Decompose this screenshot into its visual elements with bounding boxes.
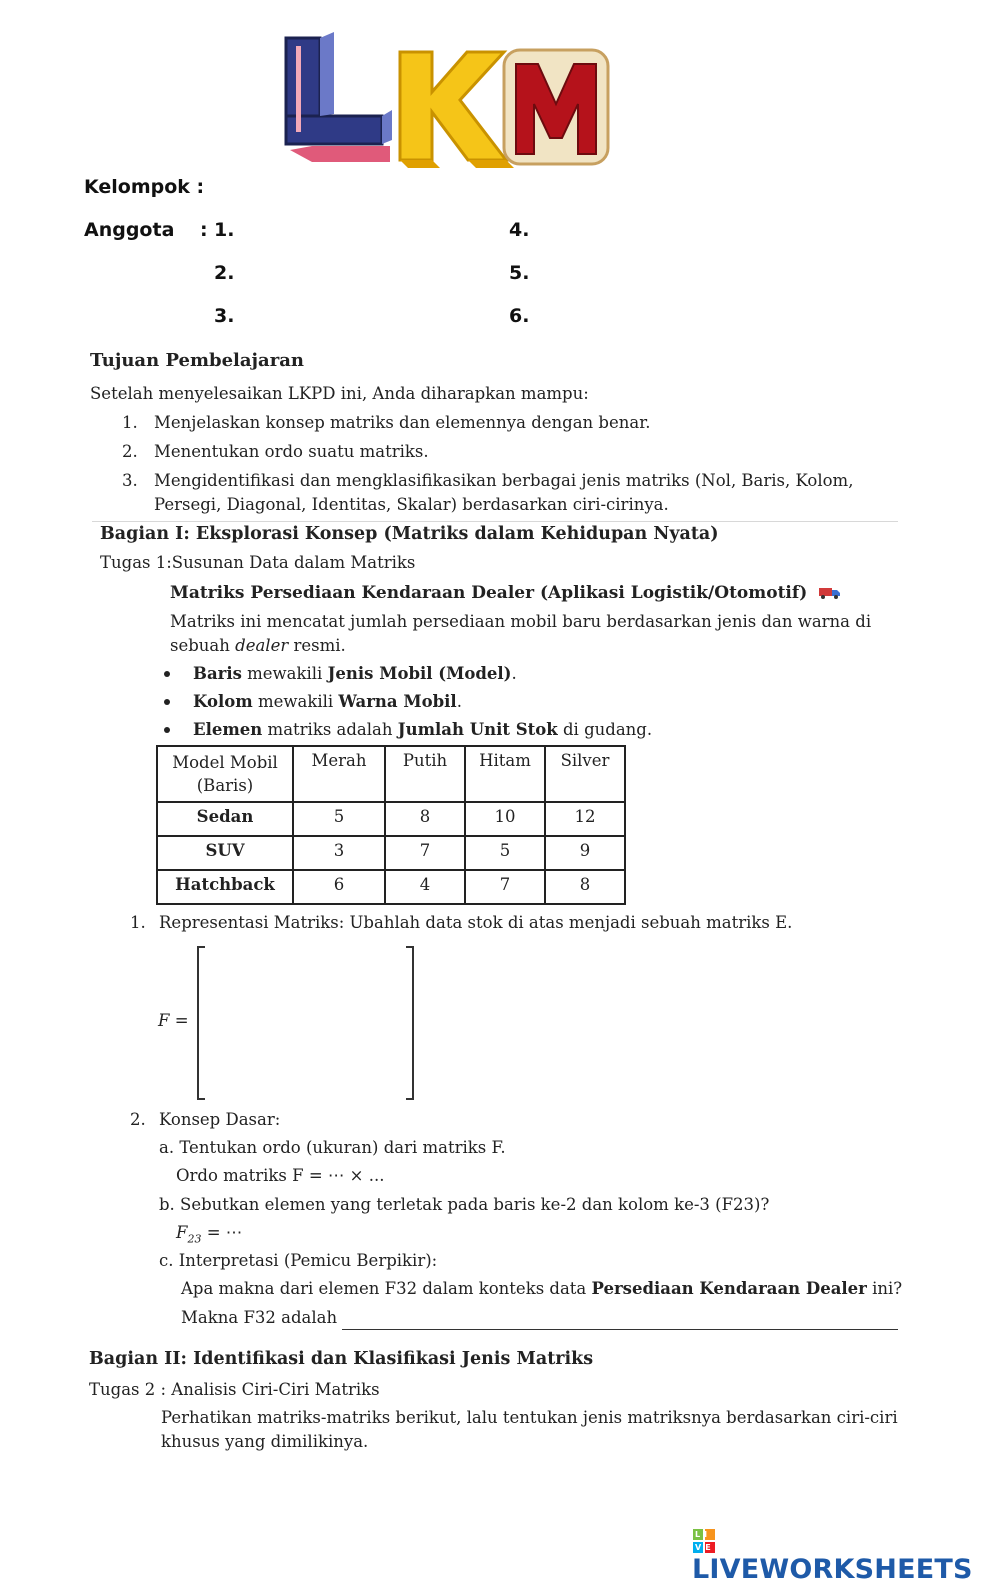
bullet-bold2: Jumlah Unit Stok bbox=[397, 720, 558, 739]
q1-text: Representasi Matriks: Ubahlah data stok di atas menjadi sebuah matriks E. bbox=[159, 913, 793, 932]
liveworksheets-icon bbox=[692, 1528, 716, 1554]
q1-number: 1. bbox=[130, 913, 146, 932]
part2-task: Tugas 2 : Analisis Ciri-Ciri Matriks bbox=[89, 1380, 380, 1399]
table-cell: 8 bbox=[385, 802, 465, 836]
q2b-text: b. Sebutkan elemen yang terletak pada baris ke-2 dan kolom ke-3 (F23)? bbox=[159, 1195, 770, 1214]
table-header-cell: Merah bbox=[293, 746, 385, 802]
objective-item bbox=[122, 411, 902, 435]
q2c-question-b: ini? bbox=[866, 1279, 903, 1298]
bullet-mid: mewakili bbox=[252, 692, 339, 711]
case-desc-b: resmi. bbox=[293, 636, 346, 655]
table-cell-model: SUV bbox=[157, 836, 293, 870]
truck-icon bbox=[819, 584, 841, 604]
matrix-answer-area[interactable] bbox=[205, 950, 403, 1092]
liveworksheets-brand: LIVEWORKSHEETS bbox=[692, 1554, 973, 1585]
q2b-rest: = ⋯ bbox=[201, 1223, 243, 1242]
bullet-dot bbox=[164, 727, 170, 733]
objective-number: 3. bbox=[122, 471, 138, 490]
q2-text: Konsep Dasar: bbox=[159, 1110, 281, 1129]
stock-table bbox=[156, 745, 626, 905]
objectives-title: Tujuan Pembelajaran bbox=[90, 350, 304, 371]
table-cell: 8 bbox=[545, 870, 625, 904]
table-row bbox=[157, 870, 625, 904]
members-colon: : bbox=[200, 219, 208, 241]
bullet-bold1: Baris bbox=[193, 664, 242, 683]
matrix-label: F = bbox=[158, 1011, 189, 1030]
q2a-answer[interactable]: Ordo matriks F = ⋯ × ... bbox=[176, 1166, 385, 1185]
member-number-2: 2. bbox=[214, 262, 235, 284]
objective-text: Menentukan ordo suatu matriks. bbox=[154, 442, 429, 461]
bullet-item bbox=[193, 690, 462, 714]
case-desc-italic: dealer bbox=[235, 636, 289, 655]
q2b-var: F bbox=[176, 1223, 188, 1242]
member-number-5: 5. bbox=[509, 262, 530, 284]
bullet-end: . bbox=[456, 692, 462, 711]
table-cell-model: Sedan bbox=[157, 802, 293, 836]
table-cell-model: Hatchback bbox=[157, 870, 293, 904]
q2c-answer-label: Makna F32 adalah bbox=[181, 1308, 338, 1327]
case-desc-a: Matriks ini mencatat jumlah persediaan mobil baru berdasarkan jenis dan warna di sebuah bbox=[170, 612, 872, 655]
bullet-bold2: Jenis Mobil (Model) bbox=[327, 664, 512, 683]
part1-title: Bagian I: Eksplorasi Konsep (Matriks dalam Kehidupan Nyata) bbox=[100, 524, 719, 544]
case-title: Matriks Persediaan Kendaraan Dealer (Aplikasi Logistik/Otomotif) bbox=[170, 583, 808, 603]
table-cell: 5 bbox=[465, 836, 545, 870]
lkm-logo bbox=[282, 30, 612, 170]
table-cell: 12 bbox=[545, 802, 625, 836]
bullet-bold1: Kolom bbox=[193, 692, 253, 711]
bullet-item bbox=[193, 662, 517, 686]
liveworksheets-logo bbox=[692, 1528, 1000, 1585]
objective-number: 1. bbox=[122, 413, 138, 432]
objectives-list bbox=[122, 411, 902, 517]
table-cell: 9 bbox=[545, 836, 625, 870]
table-cell: 4 bbox=[385, 870, 465, 904]
objective-text: Menjelaskan konsep matriks dan elemennya dengan benar. bbox=[154, 413, 651, 432]
objective-item bbox=[122, 440, 902, 464]
q2b-sub: 23 bbox=[187, 1232, 202, 1246]
table-cell: 7 bbox=[385, 836, 465, 870]
lkm-logo-art bbox=[282, 30, 612, 170]
objective-item bbox=[122, 469, 902, 517]
q2b-answer[interactable] bbox=[176, 1221, 242, 1251]
q2c-question-bold: Persediaan Kendaraan Dealer bbox=[591, 1279, 867, 1298]
table-row bbox=[157, 836, 625, 870]
bullet-mid: matriks adalah bbox=[262, 720, 398, 739]
q2c-answer-line[interactable] bbox=[342, 1313, 898, 1330]
bullet-bold2: Warna Mobil bbox=[338, 692, 457, 711]
q2-number: 2. bbox=[130, 1110, 146, 1129]
table-header-cell: Putih bbox=[385, 746, 465, 802]
table-header-cell: Model Mobil (Baris) bbox=[157, 746, 293, 802]
member-number-4: 4. bbox=[509, 219, 530, 241]
table-cell: 3 bbox=[293, 836, 385, 870]
table-cell: 6 bbox=[293, 870, 385, 904]
q2c-answer-row bbox=[181, 1306, 898, 1330]
member-number-6: 6. bbox=[509, 305, 530, 327]
bullet-dot bbox=[164, 671, 170, 677]
matrix-left-bracket bbox=[197, 946, 205, 1100]
bullet-end: di gudang. bbox=[557, 720, 653, 739]
member-number-1: 1. bbox=[214, 219, 235, 241]
q2c-question-a: Apa makna dari elemen F32 dalam konteks data bbox=[181, 1279, 592, 1298]
bullet-end: . bbox=[511, 664, 517, 683]
bullet-bold1: Elemen bbox=[193, 720, 263, 739]
member-number-3: 3. bbox=[214, 305, 235, 327]
bullet-item bbox=[193, 718, 652, 742]
q2c-text: c. Interpretasi (Pemicu Berpikir): bbox=[159, 1251, 438, 1270]
table-cell: 5 bbox=[293, 802, 385, 836]
part2-instruction: Perhatikan matriks-matriks berikut, lalu tentukan jenis matriksnya berdasarkan ciri-ciri khusus yang dimilikinya. bbox=[161, 1408, 898, 1451]
members-label: Anggota bbox=[84, 219, 175, 241]
q2c-question bbox=[181, 1277, 902, 1301]
group-label: Kelompok : bbox=[84, 176, 205, 198]
bullet-dot bbox=[164, 699, 170, 705]
liveworksheets-icon-letters: LIVE bbox=[695, 1530, 715, 1552]
part1-task: Tugas 1:Susunan Data dalam Matriks bbox=[100, 553, 416, 572]
table-header-cell: Hitam bbox=[465, 746, 545, 802]
q2a-text: a. Tentukan ordo (ukuran) dari matriks F. bbox=[159, 1138, 506, 1157]
objectives-intro: Setelah menyelesaikan LKPD ini, Anda diharapkan mampu: bbox=[90, 384, 589, 403]
table-header-cell: Silver bbox=[545, 746, 625, 802]
objective-text: Mengidentifikasi dan mengklasifikasikan berbagai jenis matriks (Nol, Baris, Kolom, Persegi, Diagonal, Identitas, Skalar) berdasarkan ciri-cirinya. bbox=[154, 471, 854, 514]
table-row bbox=[157, 802, 625, 836]
part2-title: Bagian II: Identifikasi dan Klasifikasi Jenis Matriks bbox=[89, 1349, 594, 1369]
matrix-right-bracket bbox=[406, 946, 414, 1100]
case-title-row bbox=[170, 583, 841, 604]
table-cell: 10 bbox=[465, 802, 545, 836]
table-header-row bbox=[157, 746, 625, 802]
section-divider bbox=[92, 521, 898, 522]
objective-number: 2. bbox=[122, 442, 138, 461]
bullet-mid: mewakili bbox=[241, 664, 328, 683]
table-cell: 7 bbox=[465, 870, 545, 904]
case-description bbox=[170, 610, 890, 658]
